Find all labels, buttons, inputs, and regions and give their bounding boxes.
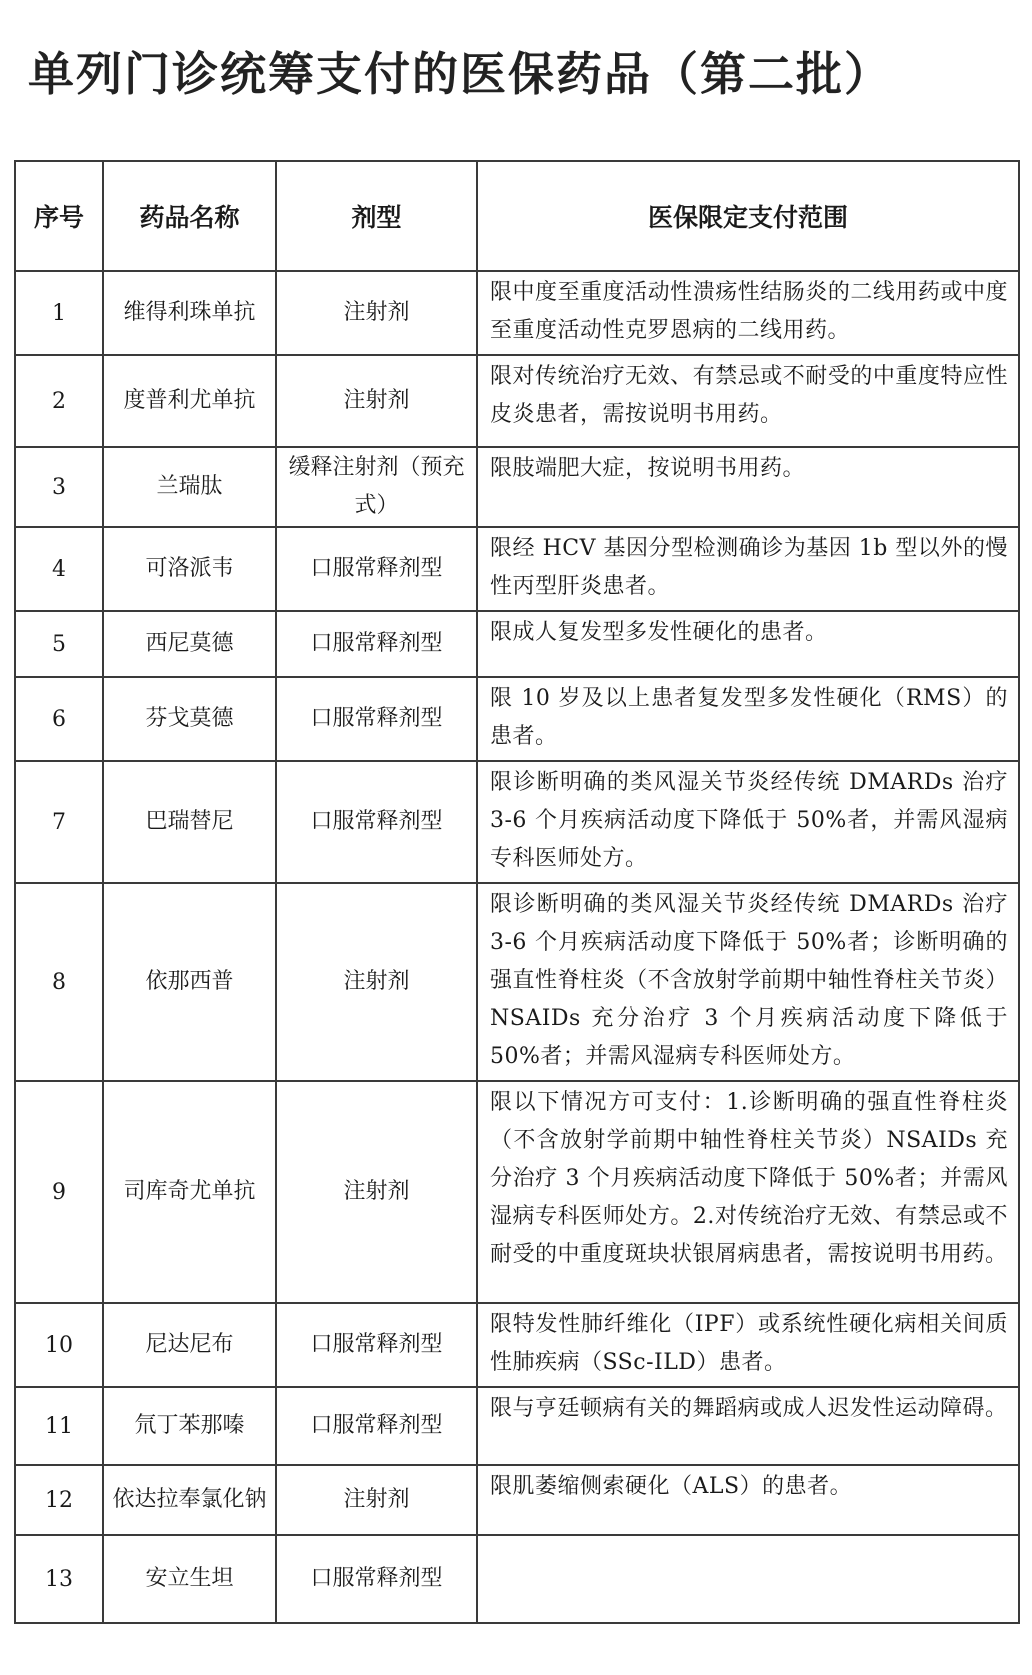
drug-table xyxy=(14,160,1020,1624)
cell-payment-scope: 限 10 岁及以上患者复发型多发性硬化（RMS）的患者。 xyxy=(477,677,1019,761)
cell-dosage-form: 口服常释剂型 xyxy=(276,761,477,883)
cell-payment-scope: 限肢端肥大症，按说明书用药。 xyxy=(477,447,1019,527)
cell-drug-name: 尼达尼布 xyxy=(103,1303,276,1387)
header-no: 序号 xyxy=(15,161,103,271)
cell-no: 1 xyxy=(15,271,103,355)
cell-drug-name: 氘丁苯那嗪 xyxy=(103,1387,276,1465)
cell-drug-name: 可洛派韦 xyxy=(103,527,276,611)
cell-dosage-form: 注射剂 xyxy=(276,1081,477,1303)
cell-dosage-form: 注射剂 xyxy=(276,883,477,1081)
cell-payment-scope: 限与亨廷顿病有关的舞蹈病或成人迟发性运动障碍。 xyxy=(477,1387,1019,1465)
cell-payment-scope: 限中度至重度活动性溃疡性结肠炎的二线用药或中度至重度活动性克罗恩病的二线用药。 xyxy=(477,271,1019,355)
cell-dosage-form: 口服常释剂型 xyxy=(276,1535,477,1623)
cell-no: 4 xyxy=(15,527,103,611)
cell-payment-scope: 限诊断明确的类风湿关节炎经传统 DMARDs 治疗 3-6 个月疾病活动度下降低于 50%者；诊断明确的强直性脊柱炎（不含放射学前期中轴性脊柱关节炎）NSAIDs 充分治疗 3 个月疾病活动度下降低于 50%者；并需风湿病专科医师处方。 xyxy=(477,883,1019,1081)
cell-drug-name: 西尼莫德 xyxy=(103,611,276,677)
table-row xyxy=(15,611,1019,677)
cell-no: 13 xyxy=(15,1535,103,1623)
cell-drug-name: 芬戈莫德 xyxy=(103,677,276,761)
table-row xyxy=(15,527,1019,611)
cell-dosage-form: 注射剂 xyxy=(276,271,477,355)
table-row xyxy=(15,447,1019,527)
table-row xyxy=(15,271,1019,355)
cell-dosage-form: 口服常释剂型 xyxy=(276,1387,477,1465)
cell-no: 7 xyxy=(15,761,103,883)
cell-no: 8 xyxy=(15,883,103,1081)
table-row xyxy=(15,1535,1019,1623)
cell-no: 11 xyxy=(15,1387,103,1465)
header-dosage-form: 剂型 xyxy=(276,161,477,271)
table-row xyxy=(15,1303,1019,1387)
page-title: 单列门诊统筹支付的医保药品（第二批） xyxy=(28,47,892,101)
cell-dosage-form: 口服常释剂型 xyxy=(276,677,477,761)
cell-dosage-form: 口服常释剂型 xyxy=(276,527,477,611)
cell-drug-name: 巴瑞替尼 xyxy=(103,761,276,883)
cell-dosage-form: 口服常释剂型 xyxy=(276,611,477,677)
table-header-row xyxy=(15,161,1019,271)
cell-no: 12 xyxy=(15,1465,103,1535)
cell-payment-scope: 限成人复发型多发性硬化的患者。 xyxy=(477,611,1019,677)
cell-payment-scope: 限以下情况方可支付：1.诊断明确的强直性脊柱炎（不含放射学前期中轴性脊柱关节炎）NSAIDs 充分治疗 3 个月疾病活动度下降低于 50%者；并需风湿病专科医师处方。2.对传统治疗无效、有禁忌或不耐受的中重度斑块状银屑病患者，需按说明书用药。 xyxy=(477,1081,1019,1303)
cell-payment-scope xyxy=(477,1535,1019,1623)
table-row xyxy=(15,355,1019,447)
cell-no: 6 xyxy=(15,677,103,761)
cell-payment-scope: 限特发性肺纤维化（IPF）或系统性硬化病相关间质性肺疾病（SSc-ILD）患者。 xyxy=(477,1303,1019,1387)
table-row xyxy=(15,677,1019,761)
cell-drug-name: 依达拉奉氯化钠 xyxy=(103,1465,276,1535)
table-row xyxy=(15,1081,1019,1303)
cell-dosage-form: 注射剂 xyxy=(276,1465,477,1535)
cell-no: 3 xyxy=(15,447,103,527)
cell-payment-scope: 限对传统治疗无效、有禁忌或不耐受的中重度特应性皮炎患者，需按说明书用药。 xyxy=(477,355,1019,447)
table-row xyxy=(15,1465,1019,1535)
cell-payment-scope: 限诊断明确的类风湿关节炎经传统 DMARDs 治疗 3-6 个月疾病活动度下降低于 50%者，并需风湿病专科医师处方。 xyxy=(477,761,1019,883)
table-row xyxy=(15,761,1019,883)
table-row xyxy=(15,1387,1019,1465)
cell-drug-name: 维得利珠单抗 xyxy=(103,271,276,355)
cell-no: 10 xyxy=(15,1303,103,1387)
table-body xyxy=(15,271,1019,1623)
cell-no: 9 xyxy=(15,1081,103,1303)
cell-payment-scope: 限肌萎缩侧索硬化（ALS）的患者。 xyxy=(477,1465,1019,1535)
table-row xyxy=(15,883,1019,1081)
cell-no: 2 xyxy=(15,355,103,447)
cell-drug-name: 依那西普 xyxy=(103,883,276,1081)
cell-dosage-form: 注射剂 xyxy=(276,355,477,447)
cell-dosage-form: 缓释注射剂（预充式） xyxy=(276,447,477,527)
cell-drug-name: 度普利尤单抗 xyxy=(103,355,276,447)
cell-dosage-form: 口服常释剂型 xyxy=(276,1303,477,1387)
header-drug-name: 药品名称 xyxy=(103,161,276,271)
cell-drug-name: 安立生坦 xyxy=(103,1535,276,1623)
cell-no: 5 xyxy=(15,611,103,677)
header-payment-scope: 医保限定支付范围 xyxy=(477,161,1019,271)
cell-drug-name: 司库奇尤单抗 xyxy=(103,1081,276,1303)
cell-payment-scope: 限经 HCV 基因分型检测确诊为基因 1b 型以外的慢性丙型肝炎患者。 xyxy=(477,527,1019,611)
cell-drug-name: 兰瑞肽 xyxy=(103,447,276,527)
